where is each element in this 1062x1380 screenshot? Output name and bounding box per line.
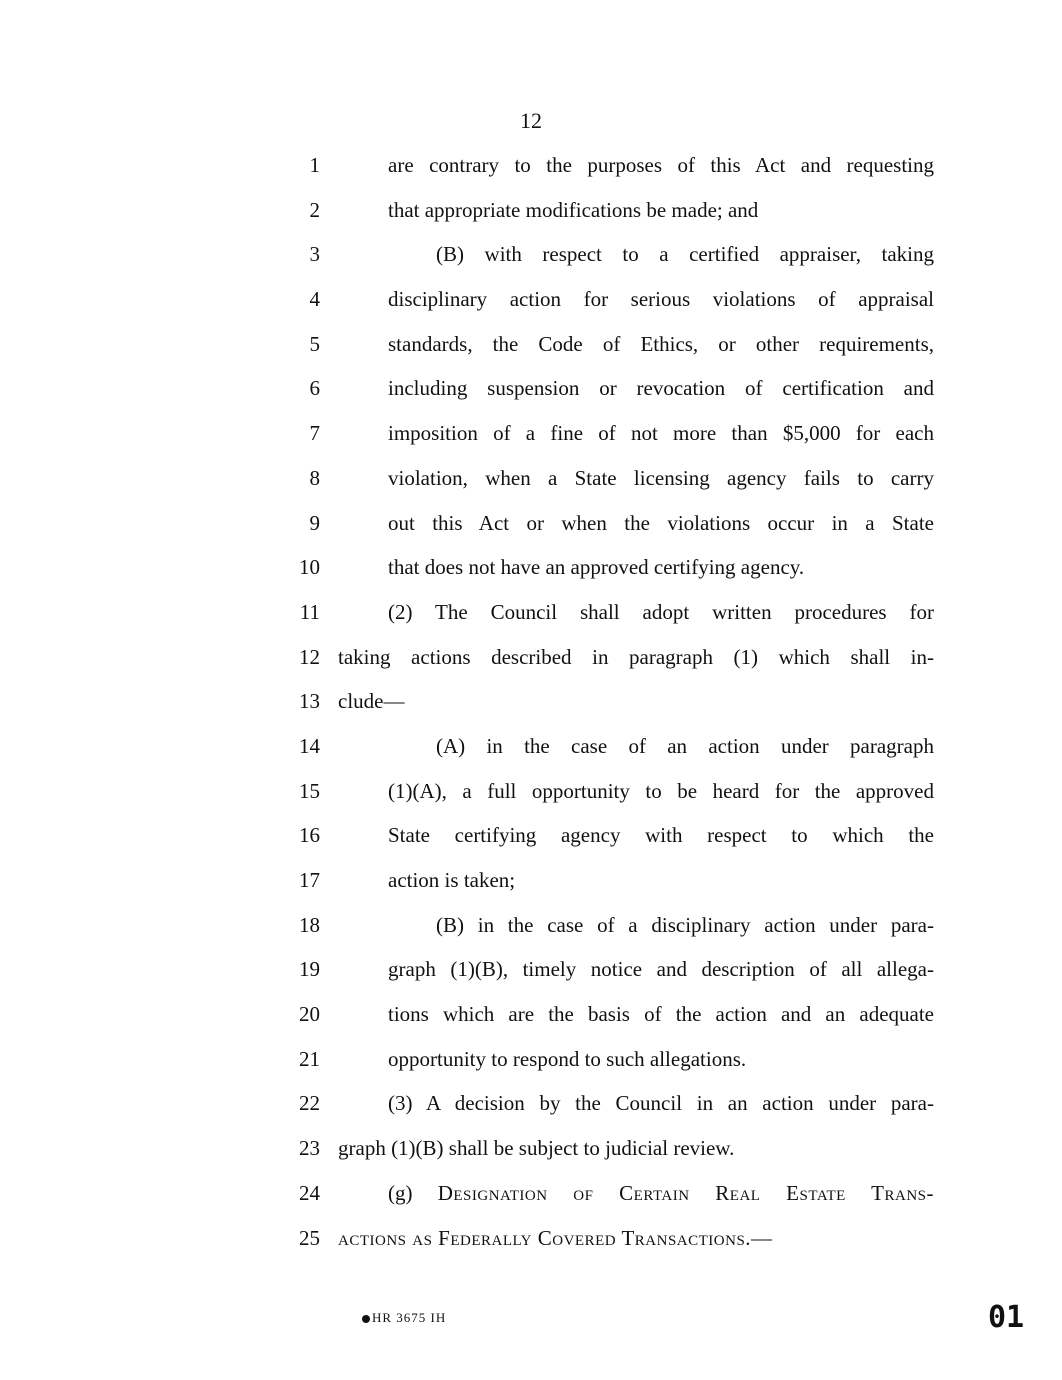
line-text: (3) A decision by the Council in an action under para- [388, 1091, 934, 1116]
text-line [0, 769, 1062, 814]
line-number: 7 [309, 421, 320, 446]
line-text: opportunity to respond to such allegations. [388, 1046, 747, 1071]
line-number: 10 [299, 555, 320, 580]
subsection-label: (g) [388, 1180, 438, 1205]
line-number: 6 [309, 376, 320, 401]
bullet-icon [362, 1315, 370, 1323]
line-text: tions which are the basis of the action and an adequate [388, 1002, 934, 1027]
line-number: 25 [299, 1225, 320, 1250]
line-text: imposition of a fine of not more than $5,000 for each [388, 421, 934, 446]
line-number: 20 [299, 1002, 320, 1027]
line-text: clude— [338, 689, 405, 714]
line-text: graph (1)(B), timely notice and description of all allega- [388, 957, 934, 982]
line-text: State certifying agency with respect to which the [388, 823, 934, 848]
line-number: 14 [299, 733, 320, 758]
text-line [0, 188, 1062, 233]
line-text: standards, the Code of Ethics, or other requirements, [388, 331, 934, 356]
line-number: 4 [309, 287, 320, 312]
line-text: violation, when a State licensing agency fails to carry [388, 465, 934, 490]
bill-code [362, 1310, 446, 1326]
text-line [0, 858, 1062, 903]
text-line [0, 366, 1062, 411]
text-line [0, 277, 1062, 322]
line-text: actions as Federally Covered Transactions.— [338, 1225, 773, 1250]
text-line [0, 545, 1062, 590]
line-text: (A) in the case of an action under paragraph [436, 733, 934, 758]
subsection-heading: Designation of Certain Real Estate Trans- [437, 1180, 934, 1205]
line-text: (1)(A), a full opportunity to be heard for the approved [388, 778, 934, 803]
line-text: graph (1)(B) shall be subject to judicial review. [338, 1136, 735, 1161]
text-line [0, 724, 1062, 769]
page-number: 12 [520, 108, 542, 133]
text-line [0, 1216, 1062, 1261]
line-number: 22 [299, 1091, 320, 1116]
line-text: (B) with respect to a certified appraiser, taking [436, 242, 934, 267]
line-number: 23 [299, 1136, 320, 1161]
line-text: disciplinary action for serious violations of appraisal [388, 287, 934, 312]
line-text: taking actions described in paragraph (1) which shall in- [338, 644, 934, 669]
line-number: 19 [299, 957, 320, 982]
text-line [0, 1171, 1062, 1216]
text-line [0, 679, 1062, 724]
line-text: are contrary to the purposes of this Act and requesting [388, 153, 934, 177]
text-line [0, 590, 1062, 635]
line-number: 12 [299, 644, 320, 669]
line-number: 18 [299, 912, 320, 937]
text-line [0, 903, 1062, 948]
page-stamp: 01 [988, 1300, 1025, 1335]
line-text: (B) in the case of a disciplinary action under para- [436, 912, 934, 937]
text-line [0, 1037, 1062, 1082]
text-line [0, 947, 1062, 992]
text-line [0, 143, 1062, 188]
line-text: out this Act or when the violations occur in a State [388, 510, 934, 535]
text-line [0, 456, 1062, 501]
line-text: action is taken; [388, 868, 516, 892]
text-line [0, 813, 1062, 858]
text-line [0, 635, 1062, 680]
line-number: 11 [299, 599, 320, 624]
text-line [0, 992, 1062, 1037]
line-number: 16 [299, 823, 320, 848]
line-number: 17 [299, 868, 320, 892]
line-number: 8 [309, 465, 320, 490]
line-number: 3 [309, 242, 320, 267]
line-number: 13 [299, 689, 320, 714]
line-number: 15 [299, 778, 320, 803]
bill-code-text: HR 3675 IH [372, 1310, 447, 1325]
line-text: (2) The Council shall adopt written procedures for [388, 599, 934, 624]
line-number: 2 [309, 197, 320, 222]
text-line [0, 322, 1062, 367]
line-text: that does not have an approved certifying agency. [388, 555, 805, 580]
line-text: including suspension or revocation of certification and [388, 376, 934, 401]
text-line [0, 501, 1062, 546]
line-number: 24 [299, 1180, 320, 1205]
line-number: 9 [309, 510, 320, 535]
line-number: 1 [309, 153, 320, 177]
text-line [0, 1126, 1062, 1171]
line-text [388, 1171, 934, 1216]
text-line [0, 411, 1062, 456]
line-number: 21 [299, 1046, 320, 1071]
line-number: 5 [309, 331, 320, 356]
text-line [0, 1081, 1062, 1126]
text-line [0, 232, 1062, 277]
bill-text [0, 143, 1062, 1260]
line-text: that appropriate modifications be made; and [388, 197, 759, 222]
